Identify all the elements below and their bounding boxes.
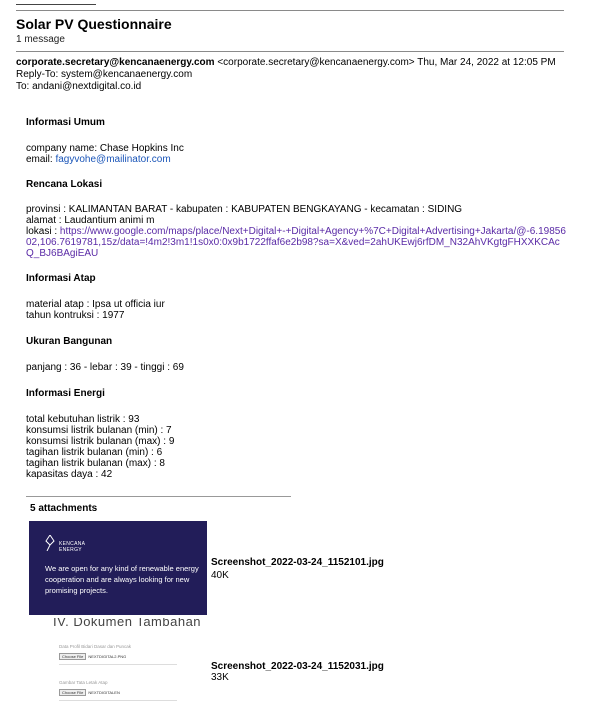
email-link[interactable]: fagyvohe@mailinator.com xyxy=(55,154,171,165)
lokasi-label: lokasi : xyxy=(26,226,60,237)
attachment-size-2: 33K xyxy=(211,672,229,683)
section-title-atap: Informasi Atap xyxy=(26,273,96,284)
energi-line: tagihan listrik bulanan (min) : 6 xyxy=(26,447,163,458)
thumb2-divider xyxy=(59,664,177,665)
sender-address: <corporate.secretary@kencanaenergy.com> xyxy=(217,57,415,68)
attachment-thumbnail-1[interactable] xyxy=(29,521,207,615)
top-divider xyxy=(16,10,564,11)
choose-file-button: Choose File xyxy=(59,653,86,660)
attachment-thumbnail-2[interactable] xyxy=(29,618,207,708)
attachment-size-1: 40K xyxy=(211,570,229,581)
previous-header-fragment xyxy=(16,0,96,5)
thumb2-file-row-1 xyxy=(59,653,126,661)
thumb2-label-1: Data Profil Bidari Dasar dan Puncak xyxy=(59,644,132,649)
energi-line: konsumsi listrik bulanan (min) : 7 xyxy=(26,425,172,436)
attachment-name-1[interactable]: Screenshot_2022-03-24_1152101.jpg xyxy=(211,557,384,568)
maps-link[interactable]: https://www.google.com/maps/place/Next+Digital+-+Digital+Agency+%7C+Digital+Advertising+Jakarta/@-6.1985602,106.7619781,15z/data=!4m2!3m1!1s0x0:0x9b1722ffaf6e2b98?sa=X&ved=2ahUKEwj6rfDM_N32AhVKgtgFHXXKCAcQ_BJ6BAgiEAU xyxy=(26,226,566,259)
dimensi-line: panjang : 36 - lebar : 39 - tinggi : 69 xyxy=(26,362,184,373)
section-title-lokasi: Rencana Lokasi xyxy=(26,179,103,190)
choose-file-button: Choose File xyxy=(59,689,86,696)
thumb-brand xyxy=(59,541,85,553)
material-line: material atap : Ipsa ut officia iur xyxy=(26,299,165,310)
sent-date: Thu, Mar 24, 2022 at 12:05 PM xyxy=(417,57,556,68)
thumb2-file-row-2 xyxy=(59,689,120,697)
thumb2-label-2: Gambar Tata Letak Atap xyxy=(59,680,108,685)
alamat-line: alamat : Laudantium animi m xyxy=(26,215,155,226)
attachments-divider xyxy=(26,496,291,497)
header-divider xyxy=(16,51,564,52)
lokasi-line xyxy=(26,226,566,259)
thumb2-heading: IV. Dokumen Tambahan xyxy=(53,618,202,629)
energi-line: tagihan listrik bulanan (max) : 8 xyxy=(26,458,165,469)
thumb2-file-2: NEXTDIGITALEN xyxy=(88,690,120,695)
message-count: 1 message xyxy=(16,34,65,45)
recipient: To: andani@nextdigital.co.id xyxy=(16,81,142,92)
attachment-name-2[interactable]: Screenshot_2022-03-24_1152031.jpg xyxy=(211,661,384,672)
sender-name[interactable]: corporate.secretary@kencanaenergy.com xyxy=(16,57,215,68)
email-label: email: xyxy=(26,154,56,165)
email-header xyxy=(16,57,576,93)
company-name: company name: Chase Hopkins Inc xyxy=(26,143,184,154)
section-title-umum: Informasi Umum xyxy=(26,117,105,128)
thumb2-file-1: NEXTDIGITAL2.PNG xyxy=(88,654,127,659)
reply-to: Reply-To: system@kencanaenergy.com xyxy=(16,69,193,80)
thumb2-divider xyxy=(59,700,177,701)
provinsi-line: provinsi : KALIMANTAN BARAT - kabupaten : KABUPATEN BENGKAYANG - kecamatan : SIDING xyxy=(26,204,463,215)
sender-line xyxy=(16,57,576,69)
energi-line: kapasitas daya : 42 xyxy=(26,469,113,480)
energi-line: total kebutuhan listrik : 93 xyxy=(26,414,140,425)
brand-line-2: ENERGY xyxy=(59,547,82,553)
kencana-logo-icon xyxy=(45,535,55,551)
thumb-text: We are open for any kind of renewable energy cooperation and are always looking for new promising projects. xyxy=(45,564,199,595)
brand-line-1: KENCANA xyxy=(59,541,86,547)
energi-line: konsumsi listrik bulanan (max) : 9 xyxy=(26,436,175,447)
email-subject: Solar PV Questionnaire xyxy=(16,16,172,32)
section-title-bangunan: Ukuran Bangunan xyxy=(26,336,113,347)
attachments-label: 5 attachments xyxy=(30,503,98,514)
email-line xyxy=(26,154,566,165)
email-body xyxy=(26,117,566,480)
section-title-energi: Informasi Energi xyxy=(26,388,105,399)
tahun-line: tahun kontruksi : 1977 xyxy=(26,310,125,321)
